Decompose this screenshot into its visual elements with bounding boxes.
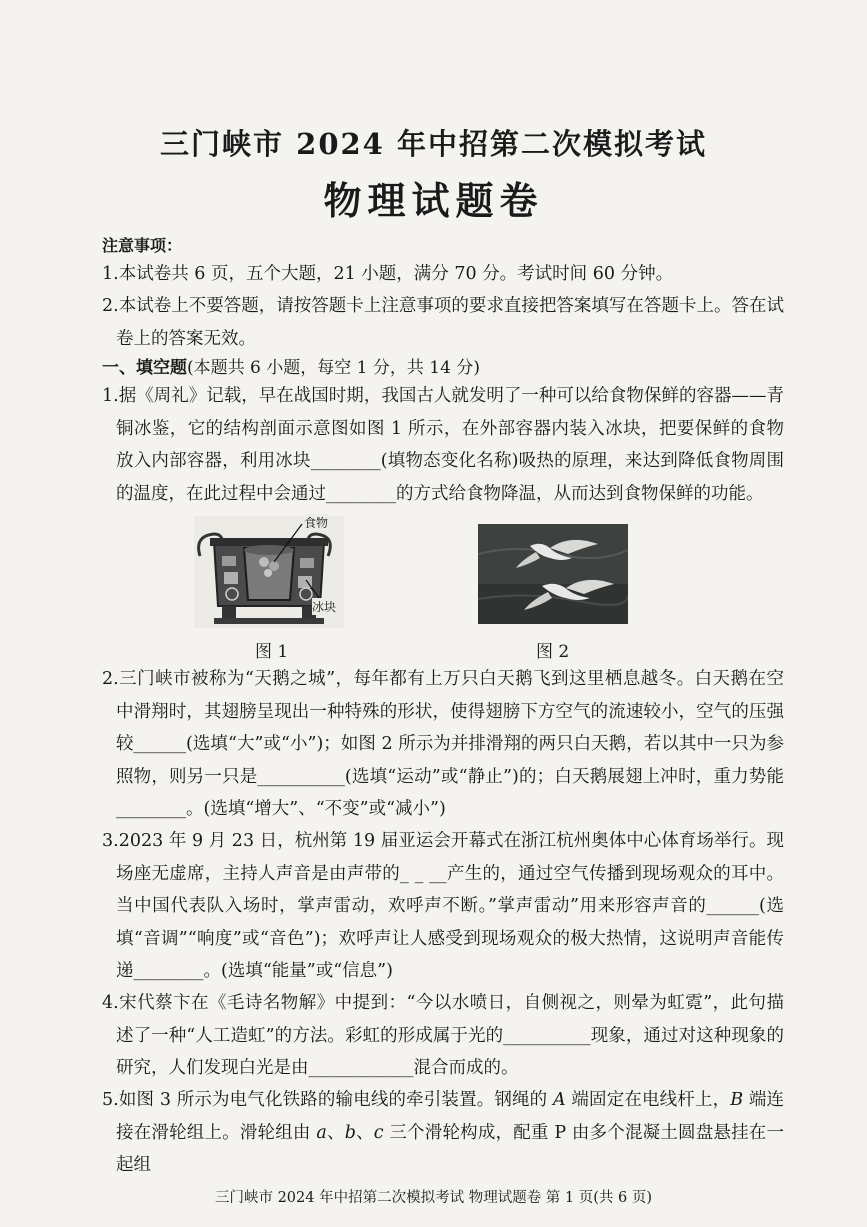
section-heading <box>102 353 480 378</box>
label-ice: 冰块 <box>312 600 337 614</box>
exam-title: 三门峡市 2024 年中招第二次模拟考试 <box>160 127 707 161</box>
section-heading-rest: (本题共 6 小题，每空 1 分，共 14 分) <box>187 358 480 378</box>
q5-pulley-b: b <box>344 1122 356 1143</box>
q5-part-b: 端固定在电线杆上， <box>565 1090 731 1110</box>
q5-sep-1: 、 <box>326 1122 345 1143</box>
label-food: 食物 <box>304 516 329 530</box>
notice-item-1: 1.本试卷共 6 页，五个大题，21 小题，满分 70 分。考试时间 60 分钟。 <box>102 264 674 284</box>
page-footer: 三门峡市 2024 年中招第二次模拟考试 物理试题卷 第 1 页(共 6 页) <box>214 1190 653 1206</box>
figure-1-caption: 图 1 <box>255 642 289 662</box>
figure-2-swans-photo <box>478 524 628 624</box>
exam-subtitle: 物理试题卷 <box>323 178 544 223</box>
q5-pulley-c: c <box>373 1122 384 1143</box>
q5-pulley-a: a <box>316 1122 327 1143</box>
question-1: 1.据《周礼》记载，早在战国时期，我国古人就发明了一种可以给食物保鲜的容器——青铜冰鉴，它的结构剖面示意图如图 1 所示，在外部容器内装入冰块，把要保鲜的食物放入内部容器，利用冰块________(填物态变化名称)吸热的原理，来达到降低食物周围的温度，在此过程中会通过________的方式给食物降温，从而达到食物保鲜的功能。 <box>102 386 784 504</box>
q5-part-c: 端连接在滑轮组上。滑轮组由 <box>116 1090 784 1143</box>
question-2: 2.三门峡市被称为“天鹅之城”，每年都有上万只白天鹅飞到这里栖息越冬。白天鹅在空中滑翔时，其翅膀呈现出一种特殊的形状，使得翅膀下方空气的流速较小，空气的压强较______(选填“大”或“小”)；如图 2 所示为并排滑翔的两只白天鹅，若以其中一只为参照物，则另一只是__________(选填“运动”或“静止”)的；白天鹅展翅上冲时，重力势能________。(选填“增大”、“不变”或“减小”) <box>102 669 784 819</box>
figure-2-caption: 图 2 <box>536 642 570 662</box>
notice-heading: 注意事项： <box>102 236 183 255</box>
section-heading-bold: 一、填空题 <box>102 358 187 378</box>
question-5 <box>102 1084 784 1182</box>
q5-sep-2: 、 <box>355 1122 374 1143</box>
swans-illustration <box>478 524 628 624</box>
question-4: 4.宋代蔡卞在《毛诗名物解》中提到：“今以水喷日，自侧视之，则晕为虹霓”，此句描述了一种“人工造虹”的方法。彩虹的形成属于光的__________现象，通过对这种现象的研究，人们发现白光是由____________混合而成的。 <box>102 993 784 1078</box>
q5-part-a: 5.如图 3 所示为电气化铁路的输电线的牵引装置。钢绳的 <box>102 1090 554 1110</box>
notice-item-2: 2.本试卷上不要答题，请按答题卡上注意事项的要求直接把答案填写在答题卡上。答在试卷上的答案无效。 <box>102 296 784 349</box>
q5-point-B: B <box>730 1090 744 1110</box>
q5-part-d: 三个滑轮构成，配重 P 由多个混凝土圆盘悬挂在一起组 <box>116 1122 785 1175</box>
question-3: 3.2023 年 9 月 23 日，杭州第 19 届亚运会开幕式在浙江杭州奥体中心体育场举行。现场座无虚席，主持人声音是由声带的_ _ __产生的，通过空气传播到现场观众的耳中。当中国代表队入场时，掌声雷动，欢呼声不断。”掌声雷动”用来形容声音的______(选填“音调”“响度”或“音色”)；欢呼声让人感受到现场观众的极大热情，这说明声音能传递________。(选填“能量”或“信息”) <box>102 831 784 981</box>
q5-point-A: A <box>553 1090 566 1110</box>
figure-1-bronze-ice-jian <box>194 516 344 628</box>
